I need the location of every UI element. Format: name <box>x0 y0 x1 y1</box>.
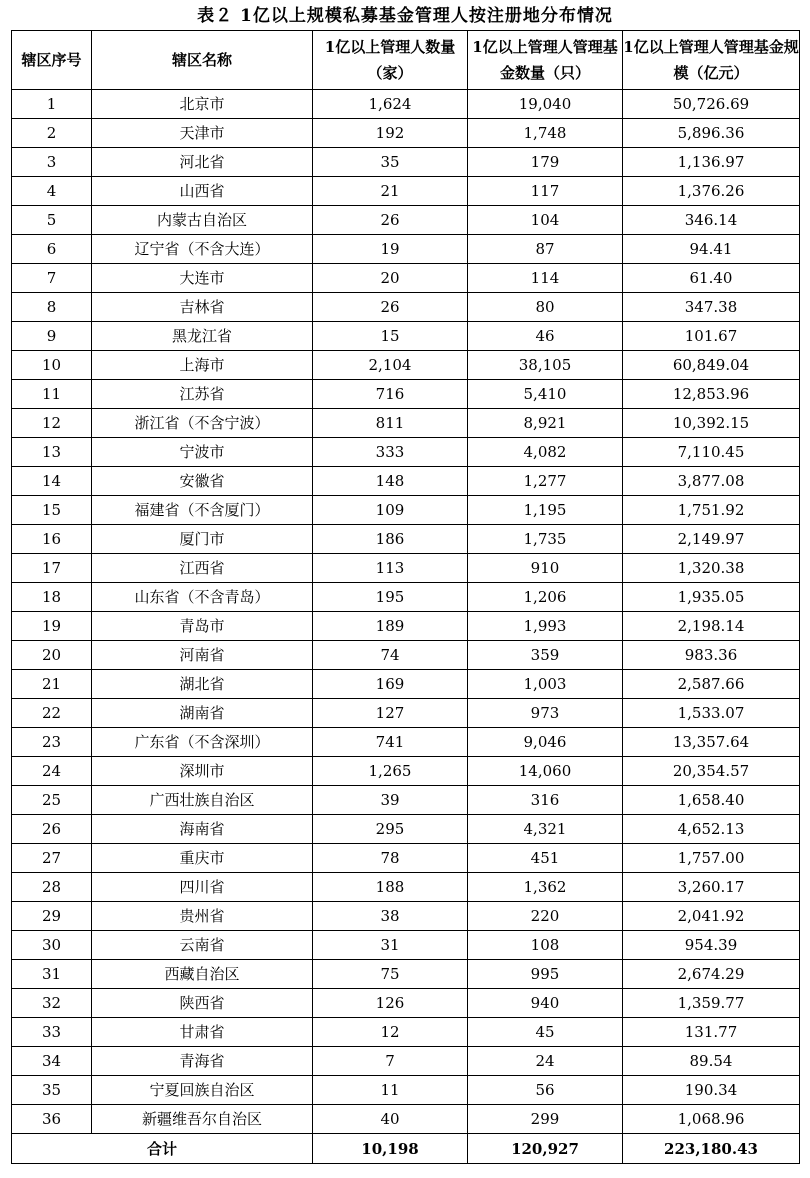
cell-region: 浙江省（不含宁波） <box>92 409 313 438</box>
total-row <box>12 1134 800 1164</box>
table-row <box>12 728 800 757</box>
cell-manager-count: 148 <box>313 467 468 496</box>
cell-fund-scale: 7,110.45 <box>623 438 800 467</box>
cell-fund-count: 316 <box>468 786 623 815</box>
cell-region: 江苏省 <box>92 380 313 409</box>
cell-fund-scale: 2,041.92 <box>623 902 800 931</box>
header-fund-count: 1亿以上管理人管理基金数量（只） <box>468 31 623 90</box>
table-row <box>12 815 800 844</box>
cell-index: 6 <box>12 235 92 264</box>
cell-index: 8 <box>12 293 92 322</box>
cell-fund-scale: 1,136.97 <box>623 148 800 177</box>
cell-fund-scale: 2,149.97 <box>623 525 800 554</box>
cell-region: 陕西省 <box>92 989 313 1018</box>
cell-region: 云南省 <box>92 931 313 960</box>
cell-fund-count: 24 <box>468 1047 623 1076</box>
cell-fund-count: 299 <box>468 1105 623 1134</box>
cell-index: 5 <box>12 206 92 235</box>
cell-region: 广东省（不含深圳） <box>92 728 313 757</box>
cell-fund-scale: 94.41 <box>623 235 800 264</box>
cell-manager-count: 192 <box>313 119 468 148</box>
cell-manager-count: 74 <box>313 641 468 670</box>
cell-index: 15 <box>12 496 92 525</box>
cell-fund-count: 359 <box>468 641 623 670</box>
table-row <box>12 960 800 989</box>
table-row <box>12 1076 800 1105</box>
cell-region: 四川省 <box>92 873 313 902</box>
cell-manager-count: 26 <box>313 206 468 235</box>
table-row <box>12 1047 800 1076</box>
cell-fund-count: 973 <box>468 699 623 728</box>
cell-fund-count: 117 <box>468 177 623 206</box>
table-row <box>12 583 800 612</box>
cell-region: 天津市 <box>92 119 313 148</box>
cell-manager-count: 7 <box>313 1047 468 1076</box>
table-row <box>12 902 800 931</box>
cell-index: 32 <box>12 989 92 1018</box>
cell-region: 宁夏回族自治区 <box>92 1076 313 1105</box>
header-row <box>12 31 800 90</box>
cell-fund-scale: 1,751.92 <box>623 496 800 525</box>
cell-index: 22 <box>12 699 92 728</box>
cell-fund-count: 5,410 <box>468 380 623 409</box>
cell-region: 海南省 <box>92 815 313 844</box>
cell-fund-count: 87 <box>468 235 623 264</box>
cell-fund-count: 910 <box>468 554 623 583</box>
table-row <box>12 873 800 902</box>
cell-index: 7 <box>12 264 92 293</box>
cell-fund-scale: 2,198.14 <box>623 612 800 641</box>
cell-manager-count: 716 <box>313 380 468 409</box>
cell-fund-scale: 1,935.05 <box>623 583 800 612</box>
cell-manager-count: 38 <box>313 902 468 931</box>
cell-fund-count: 4,082 <box>468 438 623 467</box>
table-row <box>12 989 800 1018</box>
cell-region: 深圳市 <box>92 757 313 786</box>
cell-fund-scale: 3,260.17 <box>623 873 800 902</box>
cell-fund-count: 1,206 <box>468 583 623 612</box>
table-row <box>12 757 800 786</box>
cell-fund-count: 1,735 <box>468 525 623 554</box>
cell-index: 24 <box>12 757 92 786</box>
cell-region: 湖南省 <box>92 699 313 728</box>
table-row <box>12 438 800 467</box>
cell-fund-scale: 60,849.04 <box>623 351 800 380</box>
cell-region: 新疆维吾尔自治区 <box>92 1105 313 1134</box>
cell-fund-count: 46 <box>468 322 623 351</box>
cell-index: 1 <box>12 90 92 119</box>
cell-manager-count: 1,265 <box>313 757 468 786</box>
table-row <box>12 1018 800 1047</box>
cell-fund-count: 995 <box>468 960 623 989</box>
cell-region: 江西省 <box>92 554 313 583</box>
cell-region: 甘肃省 <box>92 1018 313 1047</box>
cell-region: 北京市 <box>92 90 313 119</box>
cell-fund-count: 451 <box>468 844 623 873</box>
cell-manager-count: 188 <box>313 873 468 902</box>
cell-fund-scale: 131.77 <box>623 1018 800 1047</box>
cell-fund-scale: 3,877.08 <box>623 467 800 496</box>
cell-manager-count: 26 <box>313 293 468 322</box>
cell-fund-scale: 20,354.57 <box>623 757 800 786</box>
cell-fund-count: 4,321 <box>468 815 623 844</box>
cell-region: 广西壮族自治区 <box>92 786 313 815</box>
cell-fund-scale: 50,726.69 <box>623 90 800 119</box>
table-row <box>12 496 800 525</box>
cell-fund-count: 220 <box>468 902 623 931</box>
cell-index: 30 <box>12 931 92 960</box>
cell-fund-count: 940 <box>468 989 623 1018</box>
cell-fund-count: 19,040 <box>468 90 623 119</box>
cell-manager-count: 189 <box>313 612 468 641</box>
cell-fund-scale: 1,376.26 <box>623 177 800 206</box>
cell-fund-scale: 101.67 <box>623 322 800 351</box>
table-row <box>12 380 800 409</box>
cell-region: 西藏自治区 <box>92 960 313 989</box>
total-funds: 120,927 <box>468 1134 623 1164</box>
cell-fund-count: 1,195 <box>468 496 623 525</box>
table-row <box>12 293 800 322</box>
cell-manager-count: 12 <box>313 1018 468 1047</box>
cell-fund-count: 38,105 <box>468 351 623 380</box>
cell-manager-count: 78 <box>313 844 468 873</box>
cell-fund-scale: 1,757.00 <box>623 844 800 873</box>
cell-index: 26 <box>12 815 92 844</box>
table-row <box>12 1105 800 1134</box>
total-managers: 10,198 <box>313 1134 468 1164</box>
cell-manager-count: 19 <box>313 235 468 264</box>
cell-manager-count: 39 <box>313 786 468 815</box>
table-row <box>12 206 800 235</box>
cell-fund-scale: 5,896.36 <box>623 119 800 148</box>
header-manager-count: 1亿以上管理人数量（家） <box>313 31 468 90</box>
cell-region: 福建省（不含厦门） <box>92 496 313 525</box>
cell-region: 安徽省 <box>92 467 313 496</box>
cell-fund-count: 1,748 <box>468 119 623 148</box>
cell-fund-scale: 346.14 <box>623 206 800 235</box>
header-fund-scale: 1亿以上管理人管理基金规模（亿元） <box>623 31 800 90</box>
cell-region: 宁波市 <box>92 438 313 467</box>
cell-index: 21 <box>12 670 92 699</box>
cell-manager-count: 35 <box>313 148 468 177</box>
table-body <box>12 90 800 1134</box>
cell-fund-count: 9,046 <box>468 728 623 757</box>
cell-fund-count: 45 <box>468 1018 623 1047</box>
cell-fund-count: 56 <box>468 1076 623 1105</box>
cell-manager-count: 75 <box>313 960 468 989</box>
cell-region: 山西省 <box>92 177 313 206</box>
cell-fund-scale: 13,357.64 <box>623 728 800 757</box>
cell-fund-scale: 1,658.40 <box>623 786 800 815</box>
table-row <box>12 322 800 351</box>
cell-fund-scale: 12,853.96 <box>623 380 800 409</box>
cell-fund-count: 1,362 <box>468 873 623 902</box>
cell-fund-scale: 2,674.29 <box>623 960 800 989</box>
cell-fund-count: 1,003 <box>468 670 623 699</box>
cell-fund-scale: 954.39 <box>623 931 800 960</box>
cell-index: 28 <box>12 873 92 902</box>
cell-index: 19 <box>12 612 92 641</box>
cell-manager-count: 1,624 <box>313 90 468 119</box>
cell-manager-count: 333 <box>313 438 468 467</box>
cell-fund-scale: 2,587.66 <box>623 670 800 699</box>
cell-fund-scale: 89.54 <box>623 1047 800 1076</box>
cell-index: 16 <box>12 525 92 554</box>
cell-fund-scale: 1,320.38 <box>623 554 800 583</box>
cell-fund-count: 80 <box>468 293 623 322</box>
table-title: 表２ 1亿以上规模私募基金管理人按注册地分布情况 <box>197 6 613 26</box>
cell-region: 河南省 <box>92 641 313 670</box>
table-row <box>12 148 800 177</box>
cell-manager-count: 195 <box>313 583 468 612</box>
cell-manager-count: 15 <box>313 322 468 351</box>
cell-fund-count: 1,277 <box>468 467 623 496</box>
table-row <box>12 90 800 119</box>
cell-manager-count: 811 <box>313 409 468 438</box>
table-row <box>12 699 800 728</box>
cell-manager-count: 2,104 <box>313 351 468 380</box>
cell-manager-count: 31 <box>313 931 468 960</box>
cell-fund-count: 14,060 <box>468 757 623 786</box>
cell-manager-count: 20 <box>313 264 468 293</box>
cell-fund-scale: 190.34 <box>623 1076 800 1105</box>
table-row <box>12 844 800 873</box>
cell-index: 27 <box>12 844 92 873</box>
cell-fund-count: 1,993 <box>468 612 623 641</box>
cell-manager-count: 11 <box>313 1076 468 1105</box>
cell-region: 山东省（不含青岛） <box>92 583 313 612</box>
cell-fund-scale: 1,533.07 <box>623 699 800 728</box>
cell-fund-scale: 1,068.96 <box>623 1105 800 1134</box>
table-row <box>12 670 800 699</box>
cell-index: 29 <box>12 902 92 931</box>
table-row <box>12 525 800 554</box>
table-row <box>12 612 800 641</box>
cell-region: 辽宁省（不含大连） <box>92 235 313 264</box>
cell-index: 3 <box>12 148 92 177</box>
cell-region: 重庆市 <box>92 844 313 873</box>
cell-region: 湖北省 <box>92 670 313 699</box>
table-row <box>12 931 800 960</box>
cell-region: 内蒙古自治区 <box>92 206 313 235</box>
cell-index: 9 <box>12 322 92 351</box>
distribution-table <box>11 30 800 1164</box>
cell-manager-count: 113 <box>313 554 468 583</box>
cell-region: 黑龙江省 <box>92 322 313 351</box>
cell-manager-count: 295 <box>313 815 468 844</box>
cell-manager-count: 741 <box>313 728 468 757</box>
cell-manager-count: 109 <box>313 496 468 525</box>
cell-manager-count: 169 <box>313 670 468 699</box>
cell-region: 河北省 <box>92 148 313 177</box>
cell-fund-count: 114 <box>468 264 623 293</box>
cell-fund-scale: 347.38 <box>623 293 800 322</box>
table-row <box>12 467 800 496</box>
table-row <box>12 554 800 583</box>
table-row <box>12 351 800 380</box>
table-row <box>12 264 800 293</box>
cell-index: 34 <box>12 1047 92 1076</box>
cell-fund-scale: 983.36 <box>623 641 800 670</box>
cell-index: 2 <box>12 119 92 148</box>
cell-fund-scale: 61.40 <box>623 264 800 293</box>
header-region: 辖区名称 <box>92 31 313 90</box>
cell-fund-scale: 1,359.77 <box>623 989 800 1018</box>
table-row <box>12 119 800 148</box>
table-row <box>12 235 800 264</box>
cell-index: 13 <box>12 438 92 467</box>
cell-manager-count: 21 <box>313 177 468 206</box>
cell-index: 14 <box>12 467 92 496</box>
cell-index: 4 <box>12 177 92 206</box>
cell-region: 青海省 <box>92 1047 313 1076</box>
cell-region: 上海市 <box>92 351 313 380</box>
cell-manager-count: 126 <box>313 989 468 1018</box>
cell-index: 10 <box>12 351 92 380</box>
total-scale: 223,180.43 <box>623 1134 800 1164</box>
table-row <box>12 409 800 438</box>
cell-index: 35 <box>12 1076 92 1105</box>
cell-manager-count: 127 <box>313 699 468 728</box>
cell-fund-count: 104 <box>468 206 623 235</box>
cell-index: 23 <box>12 728 92 757</box>
cell-index: 31 <box>12 960 92 989</box>
cell-fund-count: 8,921 <box>468 409 623 438</box>
cell-region: 贵州省 <box>92 902 313 931</box>
cell-index: 36 <box>12 1105 92 1134</box>
cell-index: 33 <box>12 1018 92 1047</box>
cell-region: 厦门市 <box>92 525 313 554</box>
cell-index: 17 <box>12 554 92 583</box>
total-label: 合计 <box>12 1134 313 1164</box>
cell-index: 18 <box>12 583 92 612</box>
cell-fund-scale: 10,392.15 <box>623 409 800 438</box>
cell-index: 25 <box>12 786 92 815</box>
cell-index: 12 <box>12 409 92 438</box>
table-row <box>12 641 800 670</box>
table-row <box>12 177 800 206</box>
cell-fund-count: 108 <box>468 931 623 960</box>
header-index: 辖区序号 <box>12 31 92 90</box>
cell-region: 青岛市 <box>92 612 313 641</box>
cell-region: 吉林省 <box>92 293 313 322</box>
cell-fund-scale: 4,652.13 <box>623 815 800 844</box>
table-row <box>12 786 800 815</box>
cell-index: 11 <box>12 380 92 409</box>
cell-region: 大连市 <box>92 264 313 293</box>
cell-manager-count: 186 <box>313 525 468 554</box>
cell-index: 20 <box>12 641 92 670</box>
cell-manager-count: 40 <box>313 1105 468 1134</box>
cell-fund-count: 179 <box>468 148 623 177</box>
